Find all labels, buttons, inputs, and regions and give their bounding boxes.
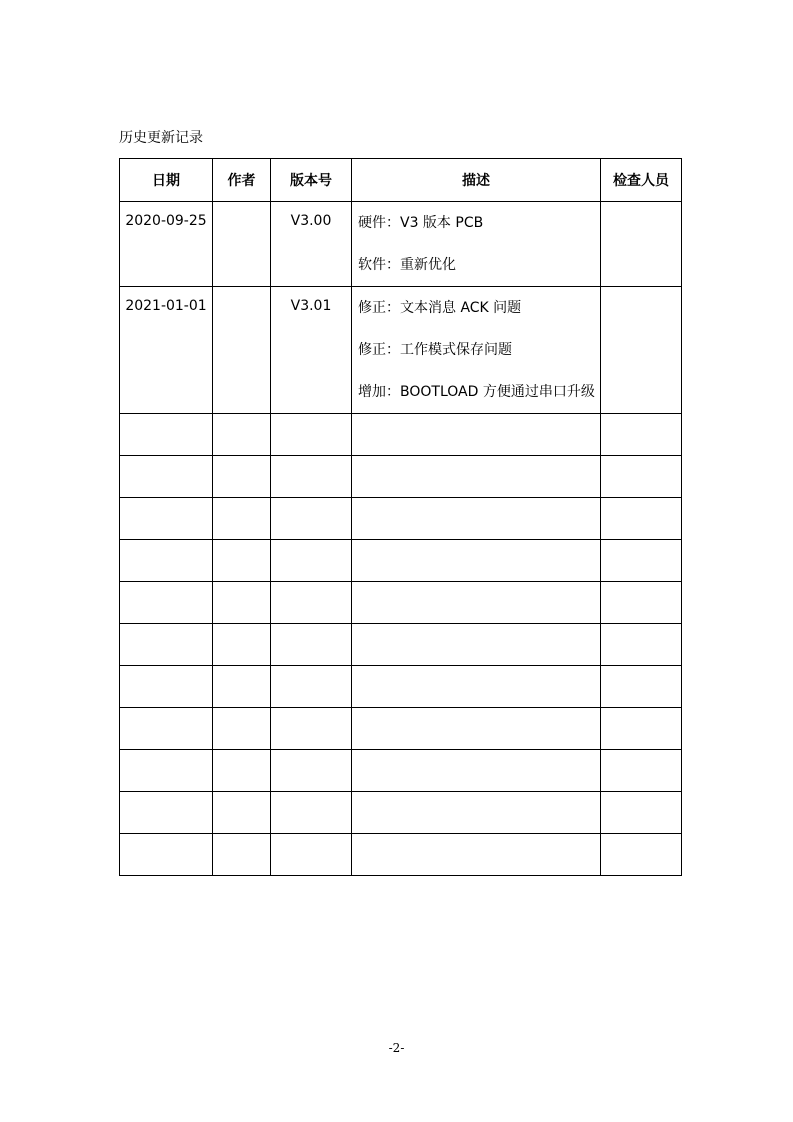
row-author-empty <box>213 834 271 876</box>
header-date: 日期 <box>120 159 213 202</box>
row-version-empty <box>271 708 352 750</box>
row-description-empty <box>352 624 601 666</box>
row-description <box>352 202 601 287</box>
empty-rows <box>120 414 682 876</box>
row-date-empty <box>120 834 213 876</box>
row-description <box>352 287 601 414</box>
row-reviewer-empty <box>601 624 682 666</box>
empty-table-row <box>120 708 682 750</box>
page-number: -2- <box>388 1041 405 1055</box>
row-reviewer <box>601 202 682 287</box>
empty-table-row <box>120 834 682 876</box>
description-line: 软件：重新优化 <box>358 257 456 273</box>
row-description-empty <box>352 792 601 834</box>
row-reviewer-empty <box>601 792 682 834</box>
row-author-empty <box>213 414 271 456</box>
row-author-empty <box>213 750 271 792</box>
section-title: 历史更新记录 <box>119 130 203 146</box>
row-version-empty <box>271 582 352 624</box>
description-line: 增加：BOOTLOAD 方便通过串口升级 <box>358 384 595 400</box>
row-version-empty <box>271 792 352 834</box>
row-description-empty <box>352 582 601 624</box>
row-reviewer-empty <box>601 666 682 708</box>
row-reviewer <box>601 287 682 414</box>
empty-table-row <box>120 456 682 498</box>
row-version-empty <box>271 540 352 582</box>
row-author <box>213 287 271 414</box>
row-date: 2020-09-25 <box>120 202 213 287</box>
row-version: V3.01 <box>271 287 352 414</box>
row-reviewer-empty <box>601 498 682 540</box>
row-author-empty <box>213 540 271 582</box>
header-author: 作者 <box>213 159 271 202</box>
row-reviewer-empty <box>601 456 682 498</box>
row-date-empty <box>120 456 213 498</box>
row-reviewer-empty <box>601 414 682 456</box>
row-version-empty <box>271 624 352 666</box>
description-line: 修正：工作模式保存问题 <box>358 342 512 358</box>
row-description-empty <box>352 456 601 498</box>
empty-table-row <box>120 666 682 708</box>
row-version-empty <box>271 414 352 456</box>
row-date-empty <box>120 624 213 666</box>
row-version-empty <box>271 456 352 498</box>
row-date-empty <box>120 708 213 750</box>
row-date-empty <box>120 792 213 834</box>
header-reviewer: 检查人员 <box>601 159 682 202</box>
row-date-empty <box>120 666 213 708</box>
row-author-empty <box>213 582 271 624</box>
row-reviewer-empty <box>601 834 682 876</box>
row-version-empty <box>271 834 352 876</box>
row-reviewer-empty <box>601 540 682 582</box>
empty-table-row <box>120 624 682 666</box>
row-author-empty <box>213 456 271 498</box>
empty-table-row <box>120 792 682 834</box>
empty-table-row <box>120 750 682 792</box>
revision-history-table <box>119 158 682 876</box>
row-description-empty <box>352 498 601 540</box>
row-description-empty <box>352 750 601 792</box>
table-row <box>120 287 682 414</box>
row-author-empty <box>213 666 271 708</box>
row-author-empty <box>213 792 271 834</box>
row-author-empty <box>213 498 271 540</box>
row-author-empty <box>213 624 271 666</box>
empty-table-row <box>120 540 682 582</box>
row-reviewer-empty <box>601 708 682 750</box>
row-date-empty <box>120 414 213 456</box>
row-date: 2021-01-01 <box>120 287 213 414</box>
empty-table-row <box>120 414 682 456</box>
row-author-empty <box>213 708 271 750</box>
row-description-empty <box>352 540 601 582</box>
row-version: V3.00 <box>271 202 352 287</box>
row-date-empty <box>120 750 213 792</box>
row-description-empty <box>352 708 601 750</box>
row-date-empty <box>120 540 213 582</box>
row-author <box>213 202 271 287</box>
header-version: 版本号 <box>271 159 352 202</box>
header-description: 描述 <box>352 159 601 202</box>
row-description-empty <box>352 666 601 708</box>
row-description-empty <box>352 834 601 876</box>
description-line: 修正：文本消息 ACK 问题 <box>358 300 522 316</box>
row-reviewer-empty <box>601 582 682 624</box>
row-version-empty <box>271 666 352 708</box>
row-version-empty <box>271 750 352 792</box>
empty-table-row <box>120 582 682 624</box>
row-reviewer-empty <box>601 750 682 792</box>
row-date-empty <box>120 582 213 624</box>
table-row <box>120 202 682 287</box>
empty-table-row <box>120 498 682 540</box>
row-description-empty <box>352 414 601 456</box>
description-line: 硬件：V3 版本 PCB <box>358 215 484 231</box>
table-header-row <box>120 159 682 202</box>
row-date-empty <box>120 498 213 540</box>
row-version-empty <box>271 498 352 540</box>
